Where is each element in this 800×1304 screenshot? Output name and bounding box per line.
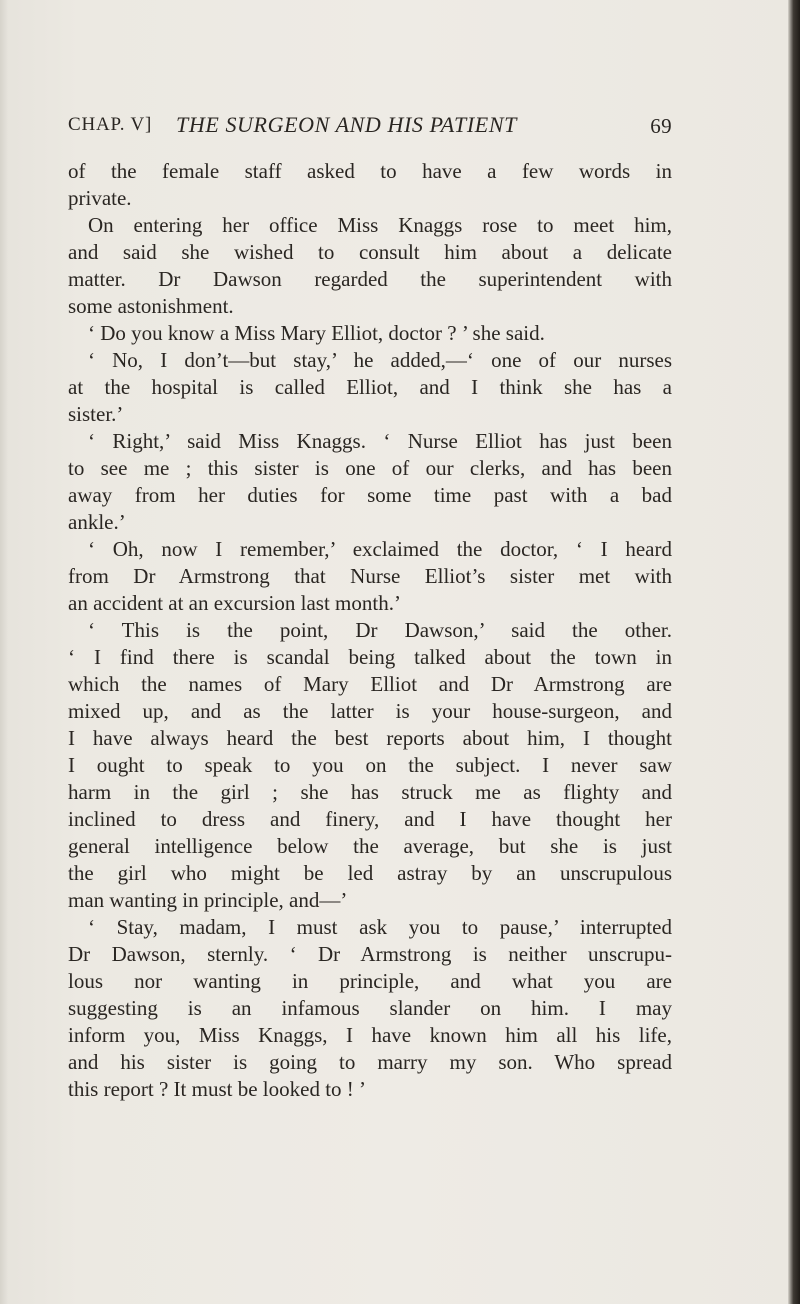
text-line: of the female staff asked to have a few words in xyxy=(68,159,672,183)
running-header xyxy=(68,112,672,142)
text-line: sister.’ xyxy=(68,402,124,426)
text-line: inclined to dress and finery, and I have thought her xyxy=(68,807,672,831)
text-line: which the names of Mary Elliot and Dr Armstrong are xyxy=(68,672,672,696)
text-line: ‘ Stay, madam, I must ask you to pause,’ interrupted xyxy=(88,915,672,939)
text-line: inform you, Miss Knaggs, I have known him all his life, xyxy=(68,1023,672,1047)
text-line: and his sister is going to marry my son. Who spread xyxy=(68,1050,672,1074)
text-line: ankle.’ xyxy=(68,510,126,534)
text-line: suggesting is an infamous slander on him. I may xyxy=(68,996,672,1020)
text-line: this report ? It must be looked to ! ’ xyxy=(68,1077,367,1101)
text-line: from Dr Armstrong that Nurse Elliot’s sister met with xyxy=(68,564,672,588)
text-line: ‘ Do you know a Miss Mary Elliot, doctor ? ’ she said. xyxy=(88,321,545,345)
text-line: ‘ No, I don’t—but stay,’ he added,—‘ one of our nurses xyxy=(88,348,672,372)
text-line: matter. Dr Dawson regarded the superintendent with xyxy=(68,267,672,291)
text-line: at the hospital is called Elliot, and I think she has a xyxy=(68,375,672,399)
text-line: Dr Dawson, sternly. ‘ Dr Armstrong is neither unscrupu- xyxy=(68,942,672,966)
page-gutter-shadow xyxy=(0,0,8,1304)
text-line: ‘ This is the point, Dr Dawson,’ said the other. xyxy=(88,618,672,642)
text-line: some astonishment. xyxy=(68,294,234,318)
text-line: to see me ; this sister is one of our clerks, and has been xyxy=(68,456,672,480)
text-line: ‘ Right,’ said Miss Knaggs. ‘ Nurse Elliot has just been xyxy=(88,429,672,453)
page-number: 69 xyxy=(650,114,672,138)
text-line: mixed up, and as the latter is your house-surgeon, and xyxy=(68,699,672,723)
text-line: On entering her office Miss Knaggs rose to meet him, xyxy=(88,213,672,237)
text-line: ‘ Oh, now I remember,’ exclaimed the doctor, ‘ I heard xyxy=(88,537,672,561)
text-line: harm in the girl ; she has struck me as flighty and xyxy=(68,780,672,804)
text-line: general intelligence below the average, but she is just xyxy=(68,834,672,858)
text-line: an accident at an excursion last month.’ xyxy=(68,591,401,615)
text-line: I have always heard the best reports about him, I thought xyxy=(68,726,672,750)
text-line: ‘ I find there is scandal being talked about the town in xyxy=(68,645,672,669)
text-line: the girl who might be led astray by an unscrupulous xyxy=(68,861,672,885)
text-line: I ought to speak to you on the subject. I never saw xyxy=(68,753,672,777)
text-line: man wanting in principle, and—’ xyxy=(68,888,348,912)
text-line: and said she wished to consult him about a delicate xyxy=(68,240,672,264)
text-line: lous nor wanting in principle, and what you are xyxy=(68,969,672,993)
text-line: private. xyxy=(68,186,132,210)
body-text xyxy=(68,158,672,1103)
text-line: away from her duties for some time past with a bad xyxy=(68,483,672,507)
page-edge xyxy=(788,0,800,1304)
chapter-label: CHAP. V] xyxy=(68,114,153,135)
running-title: THE SURGEON AND HIS PATIENT xyxy=(176,112,517,137)
